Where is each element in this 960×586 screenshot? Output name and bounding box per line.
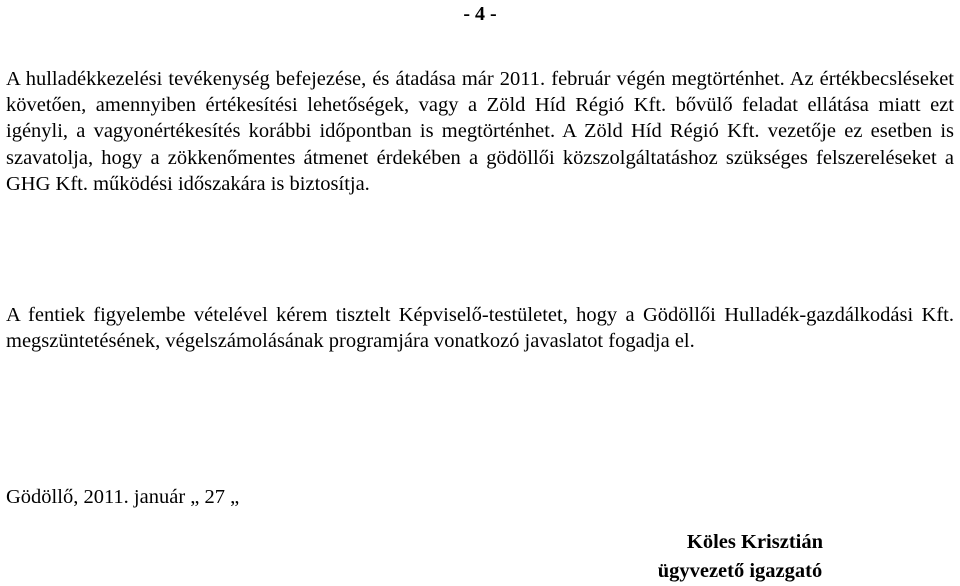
paragraph-request: A fentiek figyelembe vételével kérem tisztelt Képviselő-testületet, hogy a Gödöllői Hulladék-gazdálkodási Kft. megszüntetésének, végelszámolásának programjára vonatkozó javaslatot fogadja el.: [6, 304, 954, 353]
signature-block: [657, 528, 823, 586]
paragraph-asset-sale: A hulladékkezelési tevékenység befejezése, és átadása már 2011. február végén megtörténhet. Az értékbecsléseket követően, amennyiben értékesítési lehetőségek, vagy a Zöld Híd Régió Kft. bővülő feladat ellátása miatt ezt igényli, a vagyonértékesítés korábbi időpontban is megtörténhet. A Zöld Híd Régió Kft. vezetője ez esetben is szavatolja, hogy a zökkenőmentes átmenet érdekében a gödöllői közszolgáltatáshoz szükséges felszereléseket a GHG Kft. működési időszakára is biztosítja.: [6, 68, 954, 195]
signatory-title: ügyvezető igazgató: [657, 560, 823, 582]
page-number: - 4 -: [463, 3, 497, 25]
signatory-name: Köles Krisztián: [686, 531, 823, 553]
date-line: Gödöllő, 2011. január „ 27 „: [6, 486, 240, 508]
